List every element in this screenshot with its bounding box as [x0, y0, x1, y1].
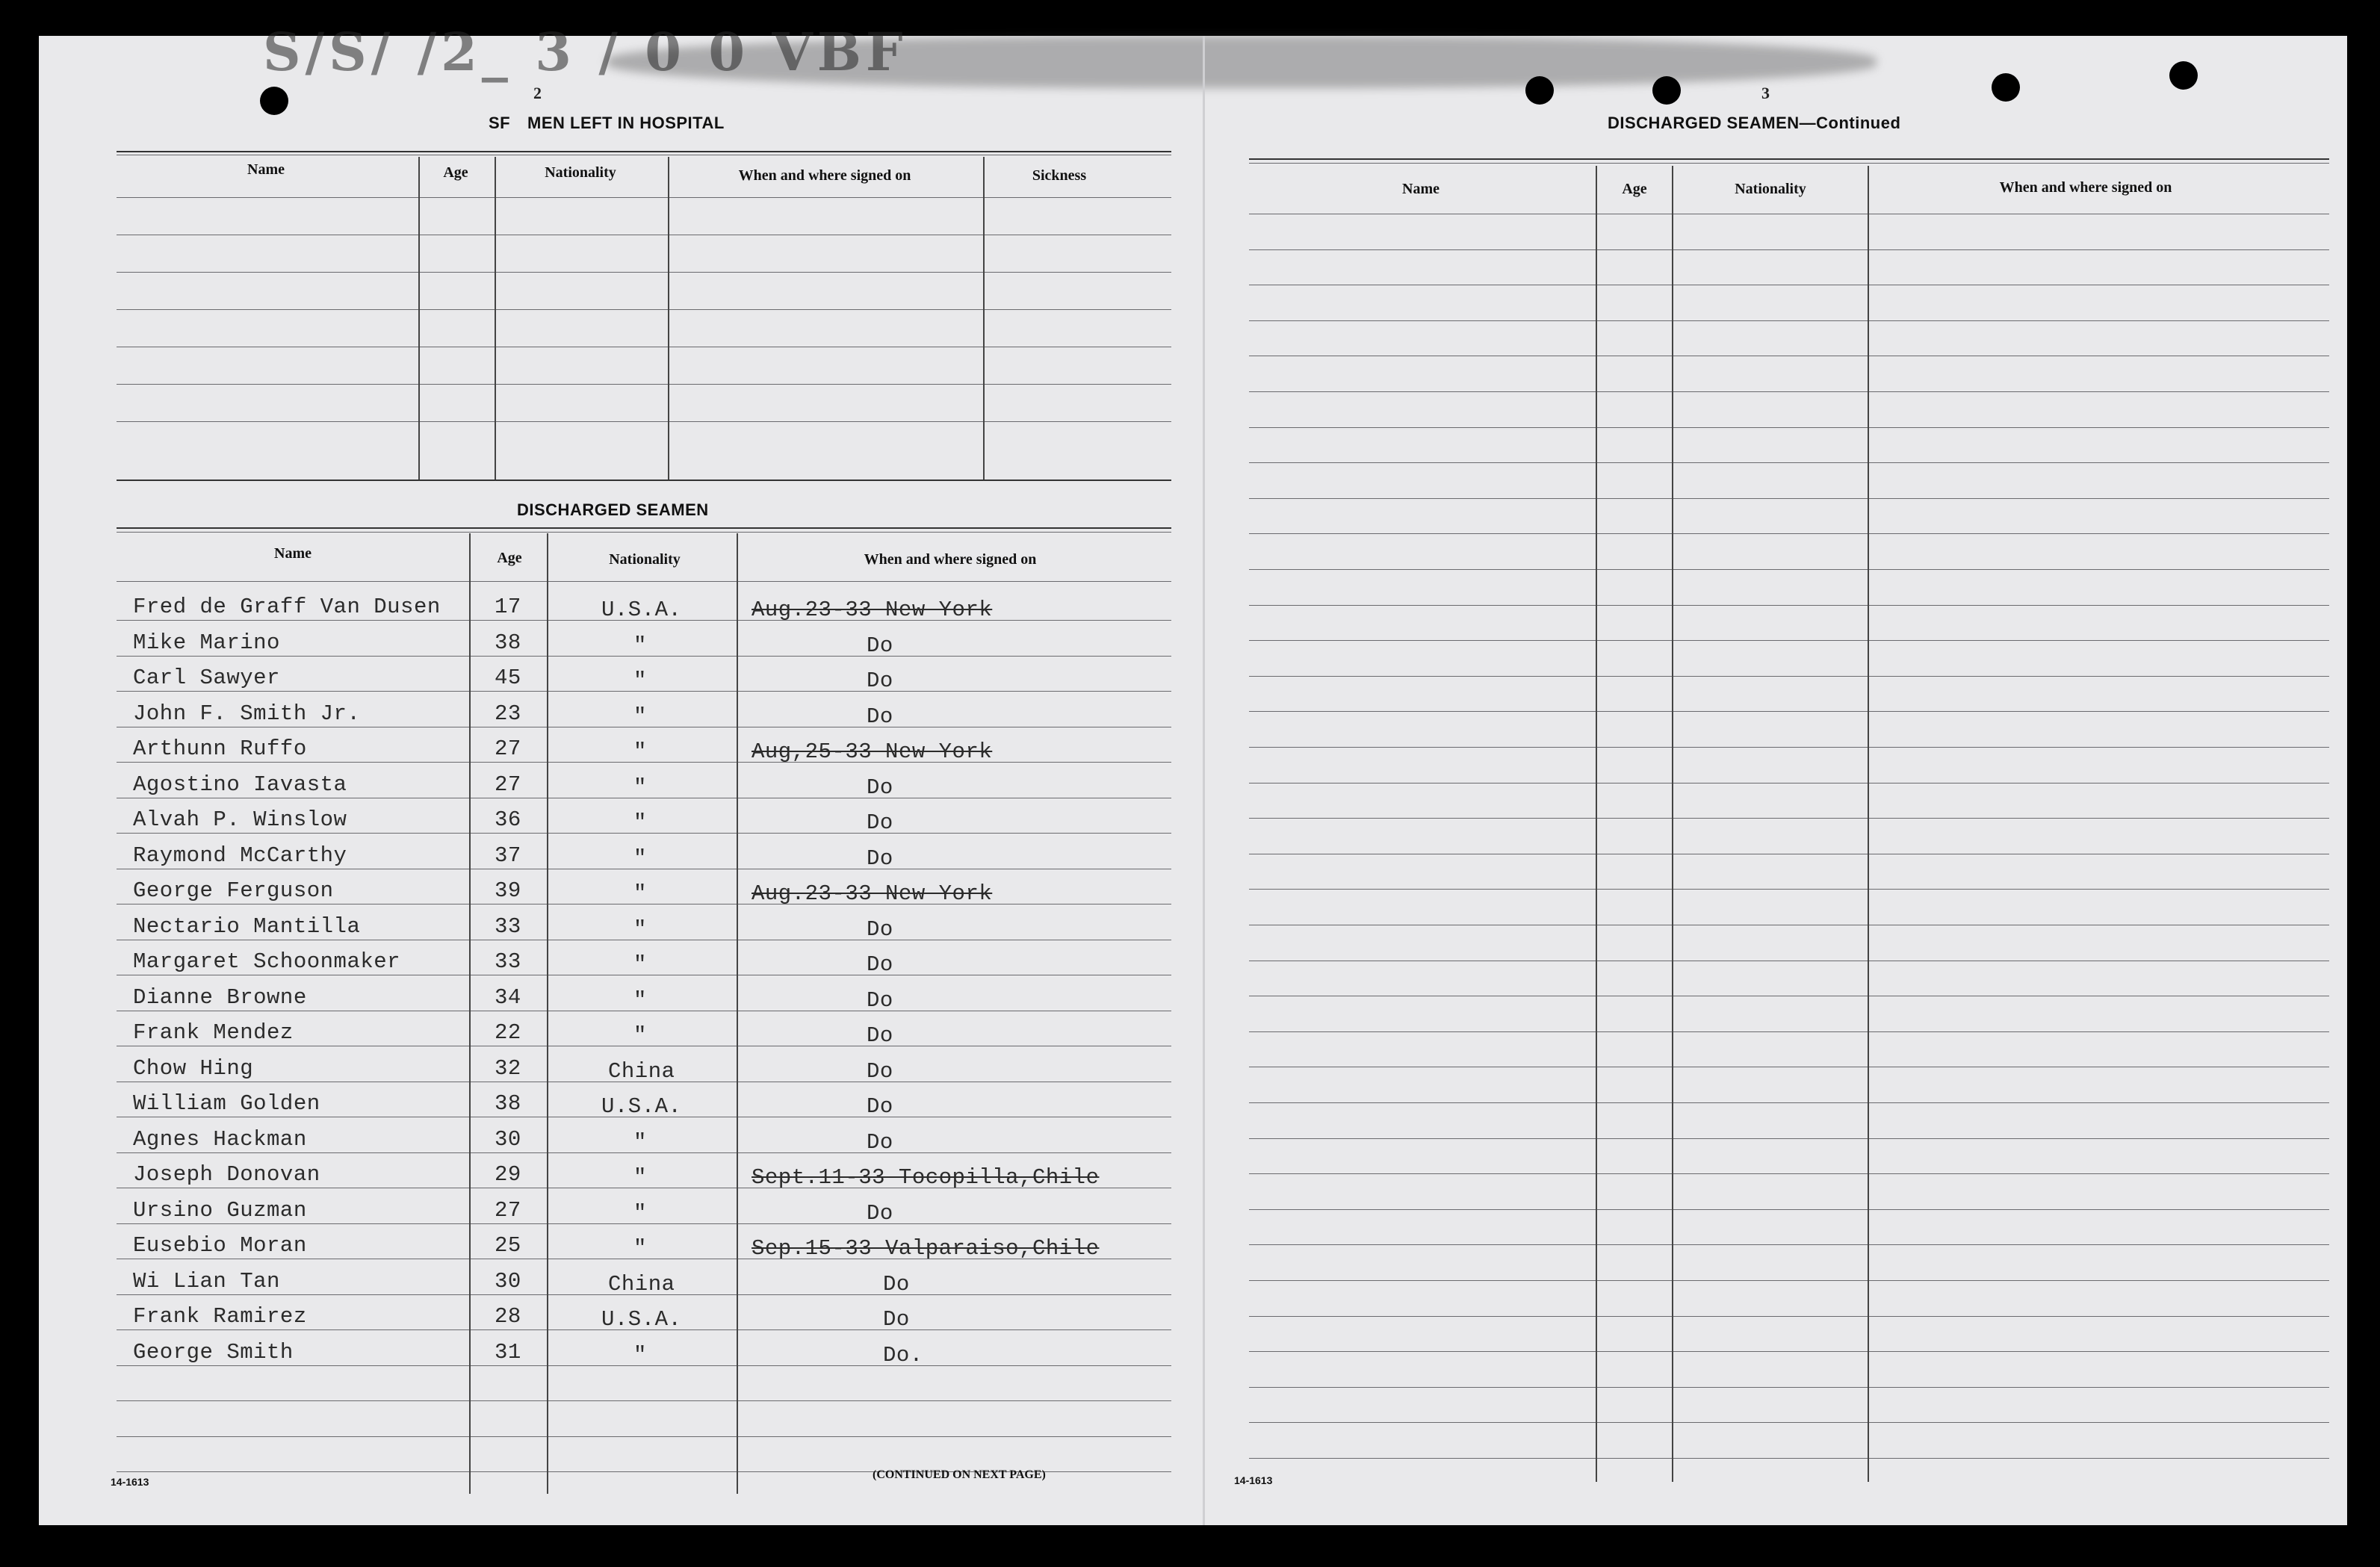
seaman-signed-on: Do	[867, 704, 893, 729]
seaman-nationality: "	[633, 775, 647, 800]
seaman-name: John F. Smith Jr.	[133, 701, 361, 726]
seaman-name: Frank Ramirez	[133, 1304, 307, 1329]
seaman-name: George Ferguson	[133, 878, 334, 903]
seaman-signed-on: Do	[867, 1094, 893, 1119]
hospital-col-name: Name	[247, 161, 285, 178]
seaman-signed-on: Do	[867, 668, 893, 693]
seaman-nationality: "	[633, 881, 647, 906]
continued-row-line	[1249, 1138, 2329, 1139]
seaman-signed-on: Do	[867, 1023, 893, 1048]
hospital-col-age: Age	[443, 164, 468, 181]
seaman-signed-on: Do	[867, 810, 893, 835]
seaman-signed-on: Aug.23-33 New York	[752, 598, 993, 622]
seaman-nationality: U.S.A.	[601, 1094, 682, 1119]
continued-col-age: Age	[1622, 181, 1647, 197]
continued-note: (CONTINUED ON NEXT PAGE)	[873, 1468, 1046, 1481]
seaman-name: Carl Sawyer	[133, 665, 280, 690]
hospital-title-prefix: SF	[489, 114, 511, 132]
hospital-row-line	[117, 309, 1171, 310]
seaman-name: Chow Hing	[133, 1056, 254, 1081]
seaman-age: 17	[495, 595, 521, 619]
form-number: 14-1613	[111, 1476, 149, 1488]
seaman-name: Frank Mendez	[133, 1020, 294, 1045]
continued-row-line	[1249, 498, 2329, 499]
continued-row-line	[1249, 640, 2329, 641]
seaman-name: Joseph Donovan	[133, 1162, 320, 1187]
hospital-row-line	[117, 272, 1171, 273]
seaman-signed-on: Do	[867, 917, 893, 942]
continued-row-line	[1249, 676, 2329, 677]
seaman-signed-on: Aug,25-33 New York	[752, 739, 993, 764]
continued-row-line	[1249, 1422, 2329, 1423]
seaman-name: Wi Lian Tan	[133, 1269, 280, 1294]
hospital-row-line	[117, 384, 1171, 385]
seaman-name: Alvah P. Winslow	[133, 807, 347, 832]
continued-row-line	[1249, 391, 2329, 392]
hospital-col-signed-on: When and where signed on	[738, 167, 911, 184]
seaman-signed-on: Do	[867, 1201, 893, 1226]
seaman-age: 31	[495, 1340, 521, 1365]
seaman-nationality: "	[633, 739, 647, 764]
seaman-nationality: China	[608, 1059, 675, 1084]
seaman-age: 23	[495, 701, 521, 726]
seaman-signed-on: Do	[883, 1307, 910, 1332]
continued-row-line	[1249, 605, 2329, 606]
seaman-nationality: "	[633, 1023, 647, 1048]
continued-row-line	[1249, 1387, 2329, 1388]
hospital-title: MEN LEFT IN HOSPITAL	[527, 114, 725, 132]
continued-row-line	[1249, 1244, 2329, 1245]
seaman-age: 28	[495, 1304, 521, 1329]
discharged-title: DISCHARGED SEAMEN	[517, 500, 709, 519]
continued-row-line	[1249, 1280, 2329, 1281]
seaman-age: 38	[495, 630, 521, 655]
seaman-name: Ursino Guzman	[133, 1198, 307, 1223]
seaman-signed-on: Do	[867, 952, 893, 977]
seaman-nationality: "	[633, 952, 647, 977]
seaman-name: Dianne Browne	[133, 985, 307, 1010]
continued-row-line	[1249, 783, 2329, 784]
seaman-age: 34	[495, 985, 521, 1010]
seaman-name: Nectario Mantilla	[133, 914, 361, 939]
continued-row-line	[1249, 1458, 2329, 1459]
seaman-age: 45	[495, 665, 521, 690]
document-sheet	[39, 21, 2347, 1525]
seaman-age: 38	[495, 1091, 521, 1116]
continued-col-nationality: Nationality	[1735, 181, 1806, 197]
discharged-row-line	[117, 1400, 1171, 1401]
seaman-age: 36	[495, 807, 521, 832]
seaman-name: Fred de Graff Van Dusen	[133, 595, 441, 619]
seaman-age: 32	[495, 1056, 521, 1081]
discharged-col-age: Age	[497, 550, 522, 566]
left-page	[39, 36, 1204, 1525]
continued-row-line	[1249, 1351, 2329, 1352]
continued-row-line	[1249, 889, 2329, 890]
continued-row-line	[1249, 427, 2329, 428]
continued-row-line	[1249, 711, 2329, 712]
page-number: 2	[533, 84, 542, 102]
discharged-col-name: Name	[274, 545, 312, 562]
hospital-col-nationality: Nationality	[545, 164, 616, 181]
seaman-age: 37	[495, 843, 521, 868]
seaman-name: George Smith	[133, 1340, 294, 1365]
seaman-name: Eusebio Moran	[133, 1233, 307, 1258]
continued-row-line	[1249, 747, 2329, 748]
seaman-age: 39	[495, 878, 521, 903]
seaman-signed-on: Do	[867, 1059, 893, 1084]
seaman-signed-on: Do	[867, 775, 893, 800]
seaman-name: Mike Marino	[133, 630, 280, 655]
continued-title: DISCHARGED SEAMEN—Continued	[1608, 114, 1901, 132]
seaman-name: Agnes Hackman	[133, 1127, 307, 1152]
form-number: 14-1613	[1234, 1474, 1273, 1486]
discharged-col-nationality: Nationality	[609, 551, 681, 568]
seaman-age: 22	[495, 1020, 521, 1045]
seaman-name: Agostino Iavasta	[133, 772, 347, 797]
seaman-signed-on: Do	[867, 633, 893, 658]
seaman-nationality: U.S.A.	[601, 598, 682, 622]
continued-col-signed-on: When and where signed on	[1999, 179, 2172, 196]
seaman-age: 30	[495, 1269, 521, 1294]
continued-row-line	[1249, 1209, 2329, 1210]
hospital-col-sickness: Sickness	[1032, 167, 1087, 184]
seaman-signed-on: Do	[867, 846, 893, 871]
continued-row-line	[1249, 533, 2329, 534]
seaman-nationality: "	[633, 1165, 647, 1190]
seaman-age: 33	[495, 914, 521, 939]
seaman-nationality: "	[633, 810, 647, 835]
seaman-nationality: "	[633, 704, 647, 729]
discharged-row-line	[117, 1436, 1171, 1437]
seaman-nationality: "	[633, 633, 647, 658]
discharged-col-signed-on: When and where signed on	[864, 551, 1037, 568]
seaman-nationality: "	[633, 846, 647, 871]
continued-row-line	[1249, 1102, 2329, 1103]
seaman-nationality: China	[608, 1272, 675, 1297]
seaman-nationality: "	[633, 1130, 647, 1155]
continued-row-line	[1249, 1031, 2329, 1032]
seaman-age: 27	[495, 736, 521, 761]
seaman-age: 30	[495, 1127, 521, 1152]
seaman-signed-on: Do	[883, 1272, 910, 1297]
seaman-nationality: "	[633, 917, 647, 942]
seaman-signed-on: Do	[867, 1130, 893, 1155]
continued-row-line	[1249, 249, 2329, 250]
hospital-row-line	[117, 421, 1171, 422]
seaman-age: 27	[495, 1198, 521, 1223]
seaman-name: Margaret Schoonmaker	[133, 949, 401, 974]
continued-row-line	[1249, 462, 2329, 463]
continued-row-line	[1249, 1316, 2329, 1317]
stamp-text: S/S/ /2_ 3 / 0 0 VBF	[263, 21, 908, 83]
seaman-signed-on: Do	[867, 988, 893, 1013]
seaman-signed-on: Do.	[883, 1343, 923, 1368]
seaman-age: 25	[495, 1233, 521, 1258]
seaman-signed-on: Aug.23-33 New York	[752, 881, 993, 906]
seaman-nationality: "	[633, 1201, 647, 1226]
seaman-name: Arthunn Ruffo	[133, 736, 307, 761]
right-page	[1204, 36, 2347, 1525]
page-number: 3	[1761, 84, 1770, 102]
seaman-age: 27	[495, 772, 521, 797]
seaman-nationality: "	[633, 988, 647, 1013]
seaman-age: 29	[495, 1162, 521, 1187]
continued-col-name: Name	[1402, 181, 1440, 197]
seaman-nationality: "	[633, 1236, 647, 1261]
seaman-nationality: "	[633, 668, 647, 693]
continued-row-line	[1249, 569, 2329, 570]
hospital-row-line	[117, 197, 1171, 198]
seaman-nationality: "	[633, 1343, 647, 1368]
seaman-name: William Golden	[133, 1091, 320, 1116]
continued-row-line	[1249, 320, 2329, 321]
seaman-age: 33	[495, 949, 521, 974]
seaman-nationality: U.S.A.	[601, 1307, 682, 1332]
seaman-name: Raymond McCarthy	[133, 843, 347, 868]
continued-row-line	[1249, 818, 2329, 819]
continued-row-line	[1249, 1173, 2329, 1174]
seaman-signed-on: Sept.11-33 Tocopilla,Chile	[752, 1165, 1100, 1190]
seaman-signed-on: Sep.15-33 Valparaiso,Chile	[752, 1236, 1100, 1261]
